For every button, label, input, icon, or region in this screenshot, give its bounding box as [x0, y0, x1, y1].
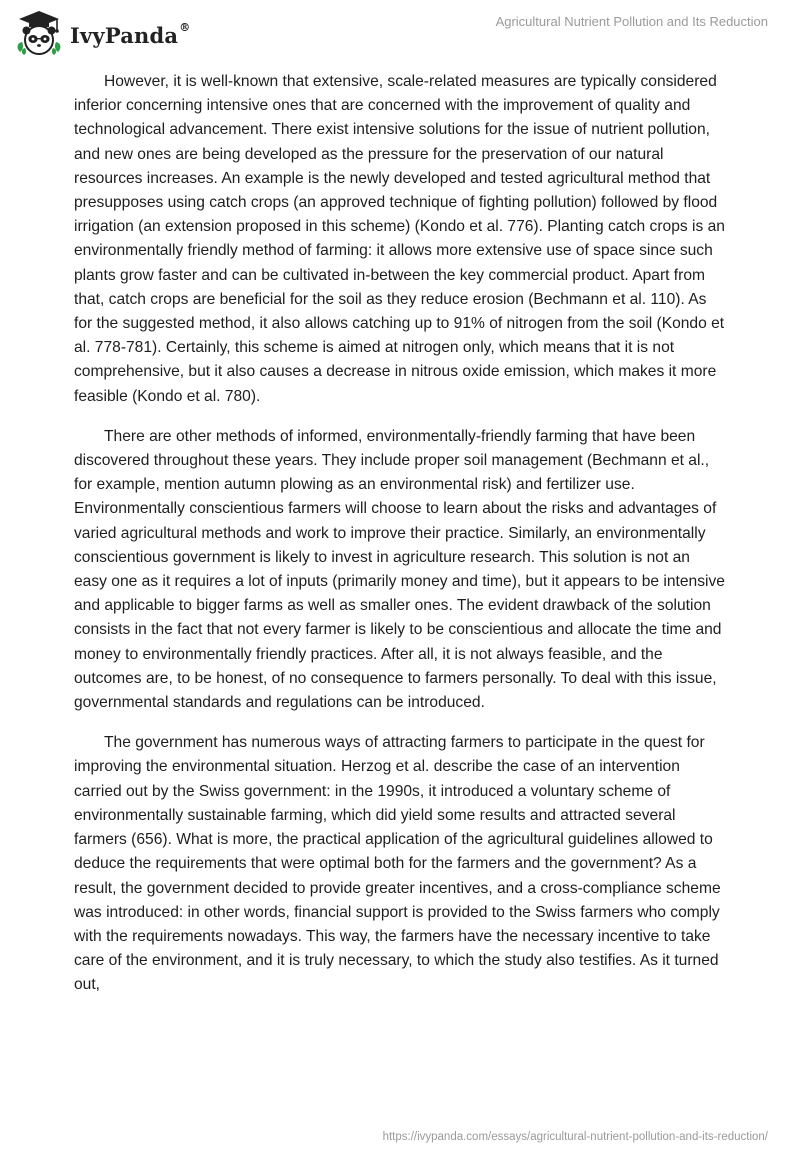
paragraph-2: There are other methods of informed, environmentally-friendly farming that have been discovered throughout these years. They include proper soil management (Bechmann et al., for example, mention autumn plowing as an environmental risk) and fertilizer use. Environmentally conscientious farmers will choose to learn about the risks and advantages of varied agricultural methods and work to improve their practice. Similarly, an environmentally conscientious government is likely to invest in agriculture research. This solution is not an easy one as it requires a lot of inputs (primarily money and time), but it appears to be intensive and applicable to bigger farms as well as smaller ones. The evident drawback of the solution consists in the fact that not every farmer is likely to be conscientious and allocate the time and money to environmentally friendly practices. After all, it is not always feasible, and the outcomes are, to be honest, of no consequence to farmers personally. To deal with this issue, governmental standards and regulations can be introduced.	[74, 427, 725, 712]
document-title: Agricultural Nutrient Pollution and Its Reduction	[495, 14, 768, 29]
page-header	[0, 0, 800, 66]
source-url[interactable]: https://ivypanda.com/essays/agricultural-nutrient-pollution-and-its-reduction/	[382, 1131, 768, 1143]
registered-mark: ®	[179, 20, 191, 34]
ivypanda-logo[interactable]	[14, 8, 190, 58]
page-footer	[383, 1131, 768, 1143]
panda-graduate-icon	[14, 8, 64, 58]
essay-body	[74, 70, 726, 1014]
paragraph-1: However, it is well-known that extensive, scale-related measures are typically considered inferior concerning intensive ones that are concerned with the improvement of quality and technological advancement. There exist intensive solutions for the issue of nutrient pollution, and new ones are being developed as the pressure for the preservation of our natural resources increases. An example is the newly developed and tested agricultural method that presupposes using catch crops (an approved technique of fighting pollution) followed by flood irrigation (an extension proposed in this scheme) (Kondo et al. 776). Planting catch crops is an environmentally friendly method of farming: it allows more extensive use of space since such plants grow faster and can be cultivated in-between the key commercial product. Apart from that, catch crops are beneficial for the soil as they reduce erosion (Bechmann et al. 110). As for the suggested method, it also allows catching up to 91% of nitrogen from the soil (Kondo et al. 778-781). Certainly, this scheme is aimed at nitrogen only, which means that it is not comprehensive, but it also causes a decrease in nitrous oxide emission, which makes it more feasible (Kondo et al. 780).	[74, 73, 725, 405]
logo-wordmark: IvyPanda®	[70, 20, 191, 48]
paragraph-3: The government has numerous ways of attracting farmers to participate in the quest for improving the environmental situation. Herzog et al. describe the case of an intervention carried out by the Swiss government: in the 1990s, it introduced a voluntary scheme of environmentally sustainable farming, which did yield some results and attracted several farmers (656). What is more, the practical application of the agricultural guidelines allowed to deduce the requirements that were optimal both for the farmers and the government? As a result, the government decided to provide greater incentives, and a cross-compliance scheme was introduced: in other words, financial support is provided to the Swiss farmers who comply with the requirements nowadays. This way, the farmers have the necessary incentive to take care of the environment, and it is truly necessary, to which the study also testifies. As it turned out,	[74, 734, 721, 994]
